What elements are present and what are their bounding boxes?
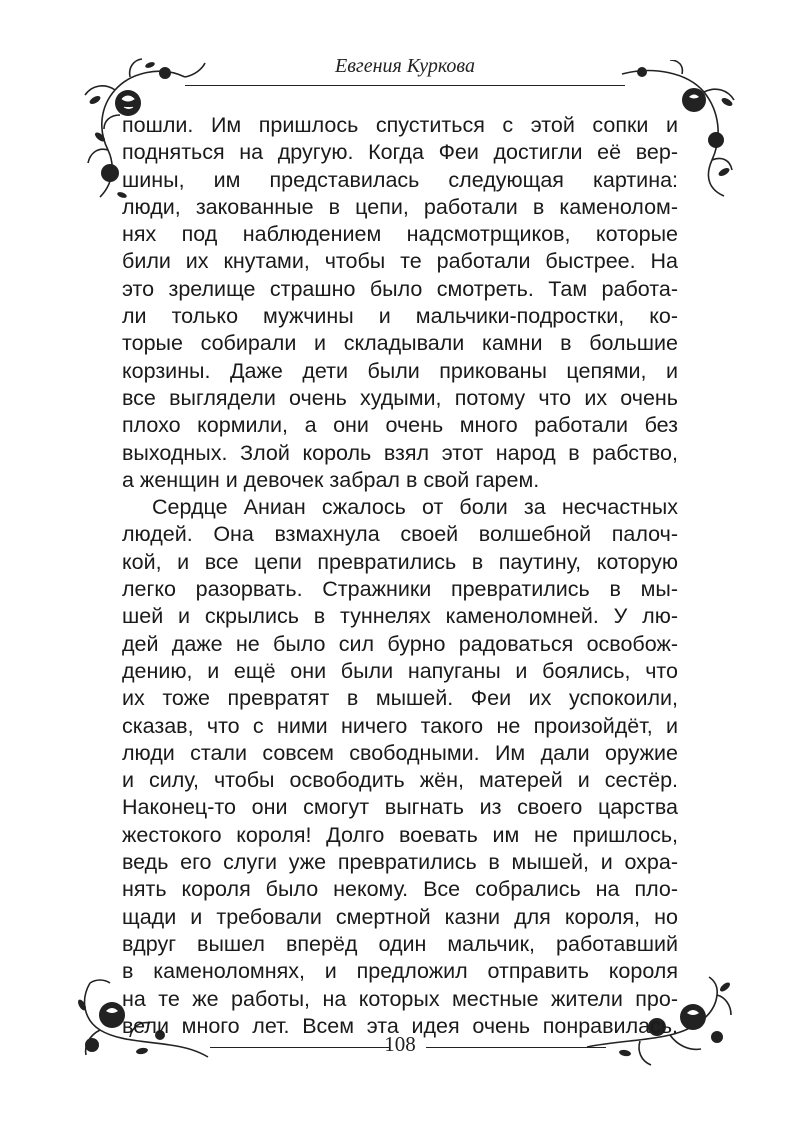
text-line: шей и скрылись в туннелях каменоломней. У лю-	[122, 604, 678, 629]
text-line: кой, и все цепи превратились в паутину, которую	[122, 549, 678, 574]
text-line: нять короля было некому. Все собрались на пло-	[122, 877, 678, 902]
text-line: шины, им представилась следующая картина:	[122, 167, 678, 192]
text-line: корзины. Даже дети были прикованы цепями, и	[122, 358, 678, 383]
text-line: на те же работы, на которых местные жители про-	[122, 986, 678, 1011]
text-line: пошли. Им пришлось спуститься с этой сопки и	[122, 113, 678, 137]
header-author-name: Евгения Куркова	[335, 55, 475, 77]
text-line: люди стали совсем свободными. Им дали оружие	[122, 740, 678, 765]
paragraph	[122, 494, 678, 1040]
text-line: люди, закованные в цепи, работали в каменолом-	[122, 194, 678, 219]
text-line: вдруг вышел вперёд один мальчик, работавший	[122, 931, 678, 956]
text-line: выходных. Злой король взял этот народ в рабство,	[122, 440, 678, 465]
text-line: нях под наблюдением надсмотрщиков, которые	[122, 222, 678, 247]
text-line: вели много лет. Всем эта идея очень понравилась.	[122, 1013, 678, 1038]
text-line: Сердце Аниан сжалось от боли за несчастных	[152, 495, 678, 520]
text-line: легко разорвать. Стражники превратились в мы-	[122, 577, 678, 602]
text-line: щади и требовали смертной казни для короля, но	[122, 904, 678, 929]
text-line: и силу, чтобы освободить жён, матерей и сестёр.	[122, 768, 678, 793]
text-line: дей даже не было сил бурно радоваться освобож-	[122, 631, 678, 656]
text-line: били их кнутами, чтобы те работали быстрее. На	[122, 249, 678, 274]
text-line: сказав, что с ними ничего такого не произойдёт, и	[122, 713, 678, 738]
text-line: их тоже превратят в мышей. Феи их успокоили,	[122, 686, 678, 711]
paragraph	[122, 112, 678, 494]
text-line: Наконец-то они смогут выгнать из своего царства	[122, 795, 678, 820]
header-rule	[185, 85, 625, 86]
text-line: дению, и ещё они были напуганы и боялись, что	[122, 658, 678, 683]
text-line: в каменоломнях, и предложил отправить короля	[122, 959, 678, 984]
footer-rule-right	[426, 1047, 606, 1048]
text-line: торые собирали и складывали камни в большие	[122, 331, 678, 356]
text-line: ли только мужчины и мальчики-подростки, ко-	[122, 304, 678, 329]
text-line: а женщин и девочек забрал в свой гарем.	[122, 467, 540, 492]
text-line: жестокого короля! Долго воевать им не пришлось,	[122, 822, 678, 847]
text-line: людей. Она взмахнула своей волшебной палоч-	[122, 522, 678, 547]
page-number: 108	[384, 1032, 416, 1056]
running-header	[185, 52, 625, 92]
text-line: плохо кормили, а они очень много работали без	[122, 413, 678, 438]
page-body	[122, 112, 678, 1040]
text-line: все выглядели очень худыми, потому что их очень	[122, 385, 678, 410]
text-line: это зрелище страшно было смотреть. Там работа-	[122, 276, 678, 301]
text-line: ведь его слуги уже превратились в мышей, и охра-	[122, 850, 678, 875]
text-line: подняться на другую. Когда Феи достигли её вер-	[122, 140, 678, 165]
page-footer	[160, 1030, 640, 1066]
